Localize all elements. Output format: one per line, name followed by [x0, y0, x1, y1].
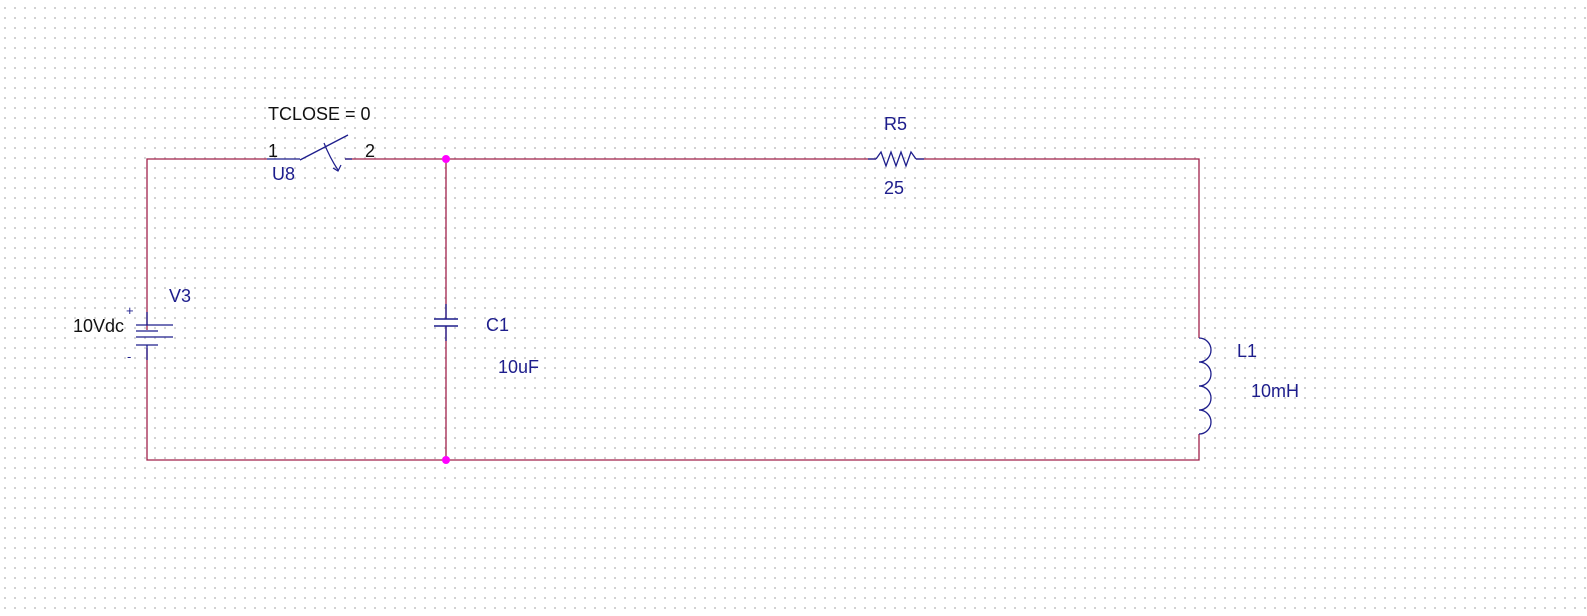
wire-bottom-to-source[interactable] [147, 348, 446, 460]
switch-ref-label: U8 [272, 164, 296, 184]
switch-blade [300, 135, 348, 160]
wires [147, 159, 1199, 460]
source-ref-label: V3 [169, 286, 192, 306]
capacitor-c1[interactable] [434, 304, 539, 377]
switch-arc-arrow-icon [324, 143, 338, 170]
source-plus-label: + [126, 303, 134, 318]
capacitor-ref-label: C1 [486, 315, 510, 335]
source-minus-label: - [127, 349, 132, 364]
wire-inductor-to-bottom[interactable] [446, 434, 1199, 460]
inductor-value-label: 10mH [1251, 381, 1300, 401]
voltage-source-v3[interactable] [73, 286, 191, 364]
capacitor-value-label: 10uF [498, 357, 540, 377]
inductor-ref-label: L1 [1237, 341, 1258, 361]
resistor-value-label: 25 [884, 178, 905, 198]
inductor-l1[interactable] [1199, 338, 1299, 434]
switch-property-label: TCLOSE = 0 [268, 104, 371, 124]
switch-u8[interactable] [267, 104, 375, 184]
junction-top[interactable] [442, 155, 450, 163]
resistor-ref-label: R5 [884, 114, 908, 134]
wire-source-to-switch[interactable] [147, 159, 267, 330]
resistor-r5[interactable] [868, 114, 924, 198]
source-value-label: 10Vdc [73, 316, 125, 336]
resistor-zigzag [876, 152, 916, 166]
switch-pin2-label: 2 [365, 141, 376, 161]
switch-pin1-label: 1 [268, 141, 279, 161]
wire-resistor-to-inductor[interactable] [916, 159, 1199, 338]
junction-bottom[interactable] [442, 456, 450, 464]
inductor-coil [1199, 338, 1211, 434]
